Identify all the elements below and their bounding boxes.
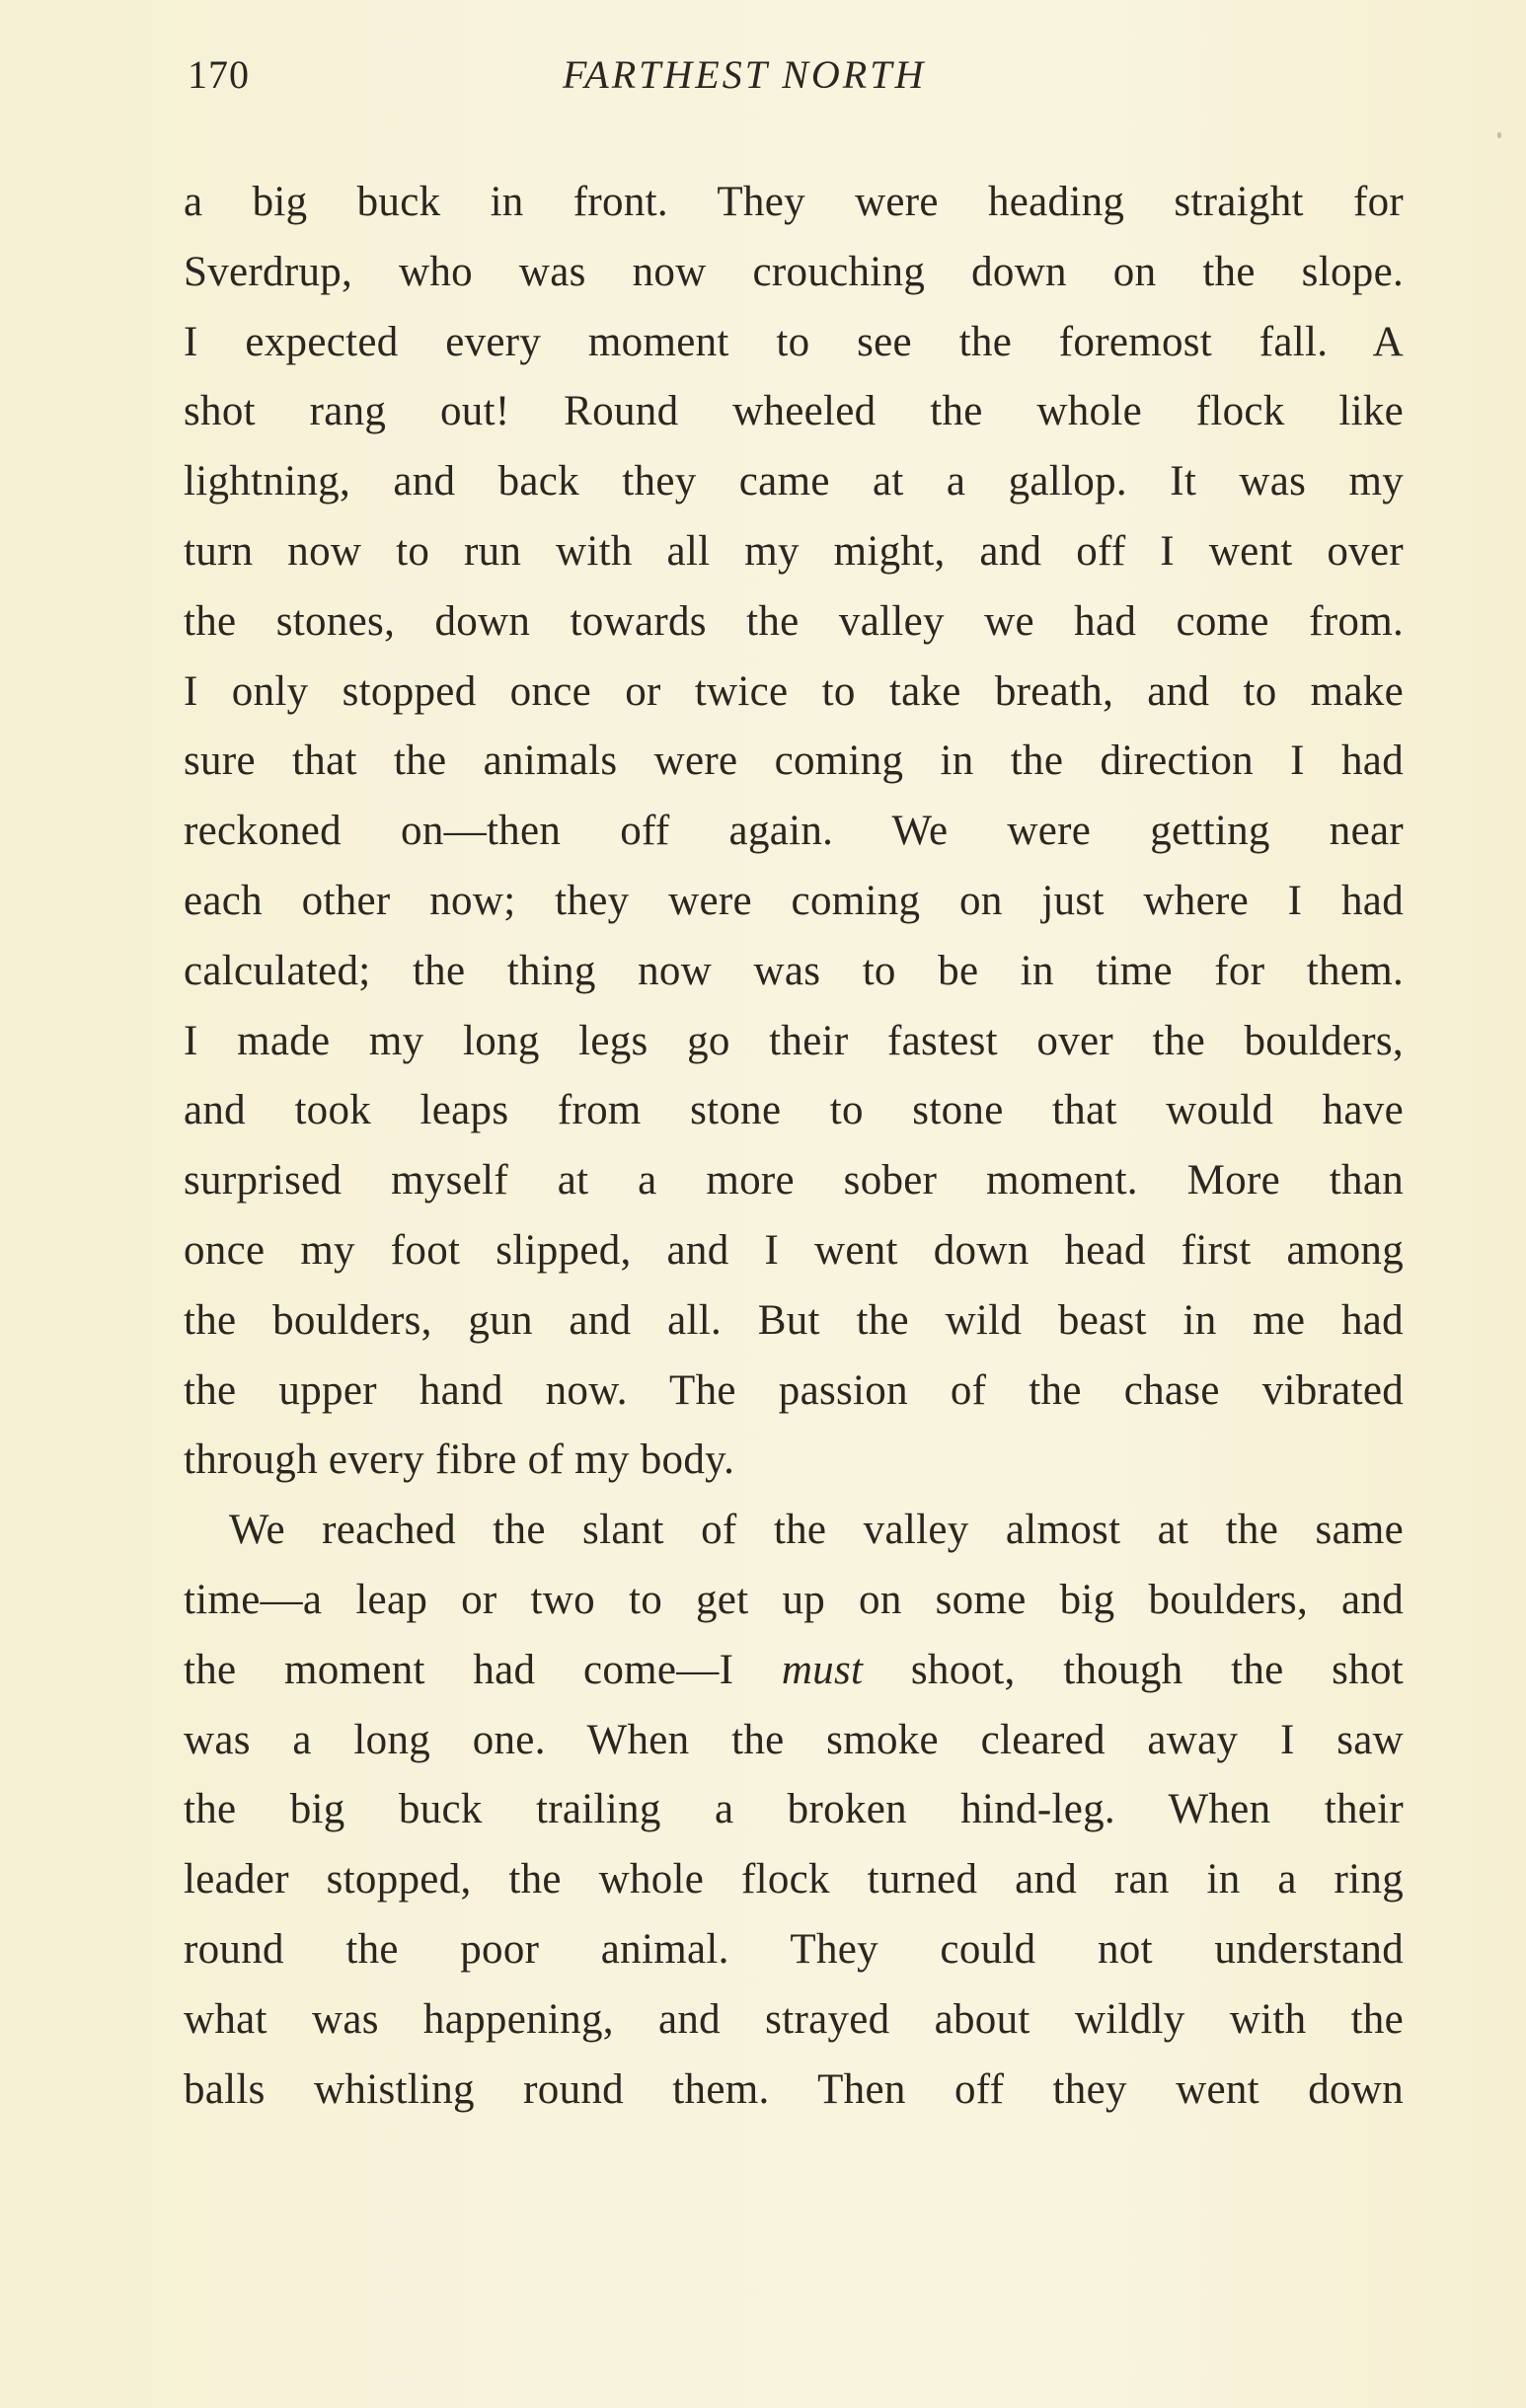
emphasized-word: must	[781, 1646, 864, 1693]
text-line: the big buck trailing a broken hind-leg. When their	[184, 1786, 1404, 1833]
text-line: Sverdrup, who was now crouching down on the slope.	[184, 248, 1404, 295]
paragraph-end-line: through every fibre of my body.	[184, 1437, 735, 1484]
text-line: I only stopped once or twice to take breath, and to make	[184, 667, 1404, 715]
text-line: leader stopped, the whole flock turned and ran in a ring	[184, 1856, 1404, 1903]
text-line: I expected every moment to see the foremost fall. A	[184, 318, 1404, 365]
running-title: FARTHEST NORTH	[563, 52, 927, 97]
body-text	[184, 168, 1404, 2125]
text-line: what was happening, and strayed about wildly with the	[184, 1995, 1404, 2043]
text-line: each other now; they were coming on just where I had	[184, 877, 1404, 924]
text-line: surprised myself at a more sober moment. More than	[184, 1157, 1404, 1204]
text-line: balls whistling round them. Then off they went down	[184, 2065, 1404, 2113]
paper-speck	[1497, 132, 1501, 138]
text-line: sure that the animals were coming in the direction I had	[184, 738, 1404, 785]
text-segment: shoot, though the shot	[863, 1646, 1404, 1693]
text-line: once my foot slipped, and I went down head first among	[184, 1226, 1404, 1274]
text-line: a big buck in front. They were heading straight for	[184, 179, 1404, 225]
text-line: round the poor animal. They could not understand	[184, 1925, 1404, 1973]
text-line: calculated; the thing now was to be in time for them.	[184, 947, 1404, 994]
text-line: lightning, and back they came at a gallop. It was my	[184, 458, 1404, 505]
paragraph-start-line: We reached the slant of the valley almost at the same	[229, 1507, 1404, 1554]
text-line: I made my long legs go their fastest over the boulders,	[184, 1017, 1404, 1064]
text-line: time—a leap or two to get up on some big boulders, and	[184, 1576, 1404, 1623]
text-line: turn now to run with all my might, and off I went over	[184, 527, 1404, 575]
text-line: reckoned on—then off again. We were getting near	[184, 808, 1404, 855]
page-number: 170	[188, 52, 250, 97]
text-line: was a long one. When the smoke cleared away I saw	[184, 1716, 1404, 1763]
text-line: shot rang out! Round wheeled the whole flock like	[184, 388, 1404, 435]
text-line-with-emphasis	[184, 1636, 1404, 1706]
text-line: and took leaps from stone to stone that would have	[184, 1087, 1404, 1134]
text-line: the stones, down towards the valley we had come from.	[184, 597, 1404, 645]
text-line: the upper hand now. The passion of the chase vibrated	[184, 1366, 1404, 1414]
text-line: the boulders, gun and all. But the wild beast in me had	[184, 1296, 1404, 1344]
text-segment: the moment had come—I	[184, 1646, 782, 1693]
running-head	[188, 51, 1412, 111]
